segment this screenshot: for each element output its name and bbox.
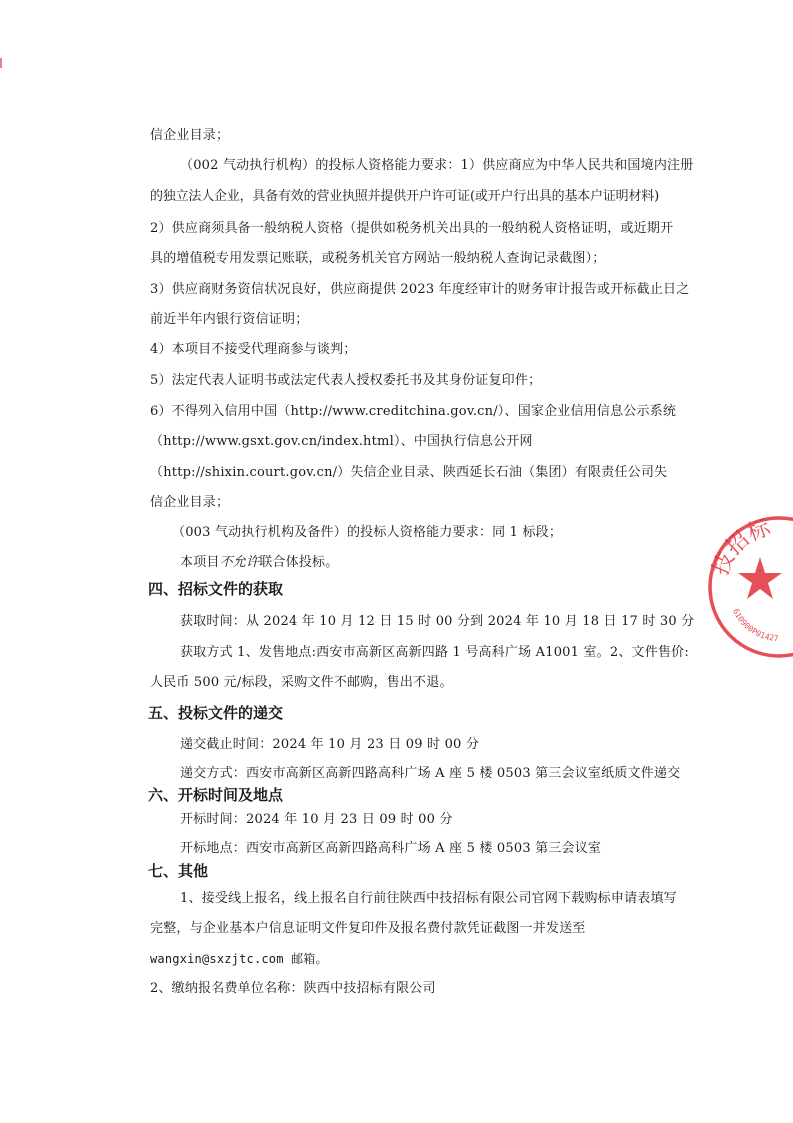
text-line: 4）本项目不接受代理商参与谈判； — [150, 342, 357, 357]
text-line: 获取方式 1、发售地点:西安市高新区高新四路 1 号高科广场 A1001 室。2、文件售价: — [180, 645, 689, 660]
text-line: 信企业目录； — [150, 495, 230, 510]
text-line: 3）供应商财务资信状况良好，供应商提供 2023 年度经审计的财务审计报告或开标截止日之 — [150, 282, 690, 297]
text-line: （http://shixin.court.gov.cn/）失信企业目录、陕西延长石油（集团）有限责任公司失 — [150, 465, 668, 480]
section-heading-5: 五、投标文件的递交 — [148, 704, 284, 722]
text-line: 2）供应商须具备一般纳税人资格（提供如税务机关出具的一般纳税人资格证明，或近期开 — [150, 221, 674, 236]
text-line: 开标地点：西安市高新区高新四路高科广场 A 座 5 楼 0503 第三会议室 — [180, 841, 602, 856]
text-line: 1、接受线上报名，线上报名自行前往陕西中技招标有限公司官网下载购标申请表填写 — [180, 891, 677, 906]
text-line: 递交方式：西安市高新区高新四路高科广场 A 座 5 楼 0503 第三会议室纸质文件递交 — [180, 766, 681, 781]
text-line: 5）法定代表人证明书或法定代表人授权委托书及其身份证复印件； — [150, 373, 542, 388]
text-line: 人民币 500 元/标段，采购文件不邮购，售出不退。 — [150, 675, 453, 690]
text-line: 开标时间：2024 年 10 月 23 日 09 时 00 分 — [180, 812, 453, 827]
seal-code: 610900P01427 — [731, 607, 779, 643]
text-line: 6）不得列入信用中国（http://www.creditchina.gov.cn/）、国家企业信用信息公示系统 — [150, 404, 677, 419]
text-line: 具的增值税专用发票记账联，或税务机关官方网站一般纳税人查询记录截图）； — [150, 251, 606, 266]
seal-text: 技招标 — [708, 515, 774, 580]
text-line: 递交截止时间：2024 年 10 月 23 日 09 时 00 分 — [180, 737, 480, 752]
text-line: 获取时间：从 2024 年 10 月 12 日 15 时 00 分到 2024 年 10 月 18 日 17 时 30 分 — [180, 614, 695, 629]
text-line: （002 气动执行机构）的投标人资格能力要求：1）供应商应为中华人民共和国境内注册 — [180, 158, 694, 173]
section-heading-7: 七、其他 — [148, 862, 209, 880]
text-line: 前近半年内银行资信证明； — [150, 312, 309, 327]
seal-star-icon — [738, 557, 782, 599]
email-line: wangxin@sxzjtc.com 邮箱。 — [150, 952, 328, 966]
scan-edge-mark — [0, 58, 2, 68]
text-line: （003 气动执行机构及备件）的投标人资格能力要求：同 1 标段； — [172, 525, 563, 540]
joint-bid-suffix: 联合体投标。 — [259, 555, 339, 570]
text-line: 的独立法人企业，具备有效的营业执照并提供开户许可证(或开户行出具的基本户证明材料) — [150, 189, 659, 204]
section-heading-6: 六、开标时间及地点 — [148, 786, 284, 804]
text-line: 2、缴纳报名费单位名称：陕西中技招标有限公司 — [150, 981, 436, 996]
joint-bid-line — [180, 554, 338, 572]
text-line: （http://www.gsxt.gov.cn/index.html）、中国执行信息公开网 — [150, 434, 533, 449]
text-line: 信企业目录； — [150, 128, 230, 143]
text-line: 完整，与企业基本户信息证明文件复印件及报名费付款凭证截图一并发送至 — [150, 921, 586, 936]
company-seal — [704, 512, 793, 662]
joint-bid-emph: 不允许 — [219, 555, 260, 570]
section-heading-4: 四、招标文件的获取 — [148, 580, 284, 598]
joint-bid-prefix: 本项目 — [180, 555, 220, 570]
